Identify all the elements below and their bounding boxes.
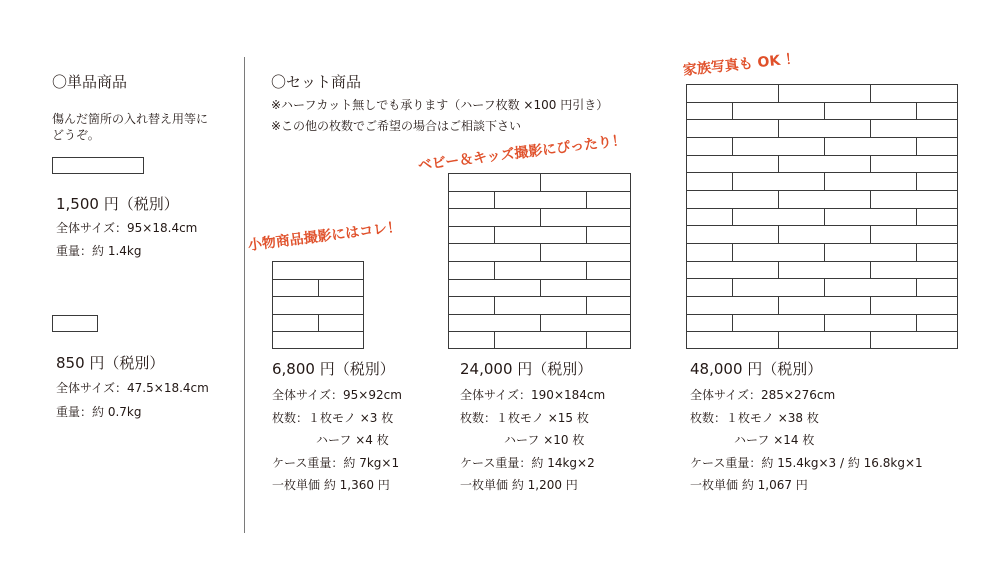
set-product-medium <box>460 358 605 499</box>
product-count-half: ハーフ ×4 枚 <box>316 433 389 447</box>
single-products-heading: 〇単品商品 <box>52 73 128 91</box>
single-item-1-weight: 重量：約 1.4kg <box>56 244 142 258</box>
product-count-mono: 枚数：１枚モノ ×3 枚 <box>272 410 394 425</box>
callout-baby-kids: ベビー＆キッズ撮影にぴったり！ <box>417 132 627 174</box>
product-case-weight: ケース重量：約 15.4kg×3 / 約 16.8kg×1 <box>690 455 923 470</box>
single-item-2-price: 850 円（税別） <box>56 354 165 372</box>
product-unit-price: 一枚単価 約 1,067 円 <box>690 478 808 492</box>
set-product-small <box>272 358 402 499</box>
callout-family-photo: 家族写真も OK ！ <box>682 50 800 79</box>
single-description-line1: 傷んだ箇所の入れ替え用等に <box>52 112 209 126</box>
product-count-mono: 枚数：１枚モノ ×15 枚 <box>460 410 589 425</box>
product-case-weight: ケース重量：約 14kg×2 <box>460 455 595 470</box>
single-board-half-illustration <box>52 315 98 332</box>
single-item-2-weight: 重量：約 0.7kg <box>56 405 142 419</box>
product-price: 6,800 円（税別） <box>272 360 395 378</box>
product-size: 全体サイズ：95×92cm <box>272 388 402 402</box>
product-count-mono: 枚数：１枚モノ ×38 枚 <box>690 410 819 425</box>
wall-panel-small-illustration <box>272 261 364 349</box>
product-price: 48,000 円（税別） <box>690 360 823 378</box>
set-note-half-cut: ※ハーフカット無しでも承ります（ハーフ枚数 ×100 円引き） <box>271 98 609 112</box>
product-unit-price: 一枚単価 約 1,200 円 <box>460 478 578 492</box>
product-count-half: ハーフ ×14 枚 <box>734 433 815 447</box>
set-product-large <box>690 358 923 499</box>
product-count-half: ハーフ ×10 枚 <box>504 433 585 447</box>
single-description-line2: どうぞ。 <box>52 128 100 142</box>
wall-panel-medium-illustration <box>448 173 631 349</box>
set-note-consult: ※この他の枚数でご希望の場合はご相談下さい <box>271 119 522 133</box>
single-board-full-illustration <box>52 157 144 174</box>
single-item-2-size: 全体サイズ：47.5×18.4cm <box>56 381 209 395</box>
product-size: 全体サイズ：190×184cm <box>460 388 606 402</box>
product-case-weight: ケース重量：約 7kg×1 <box>272 455 400 470</box>
product-size: 全体サイズ：285×276cm <box>690 388 836 402</box>
product-price: 24,000 円（税別） <box>460 360 593 378</box>
callout-small-products: 小物商品撮影にはコレ！ <box>247 219 402 254</box>
set-products-heading: 〇セット商品 <box>271 73 362 91</box>
single-item-1-size: 全体サイズ：95×18.4cm <box>56 221 198 235</box>
wall-outline <box>273 262 364 349</box>
product-unit-price: 一枚単価 約 1,360 円 <box>272 478 390 492</box>
single-item-1-price: 1,500 円（税別） <box>56 195 179 213</box>
wall-panel-large-illustration <box>686 84 958 349</box>
column-divider <box>244 57 245 533</box>
